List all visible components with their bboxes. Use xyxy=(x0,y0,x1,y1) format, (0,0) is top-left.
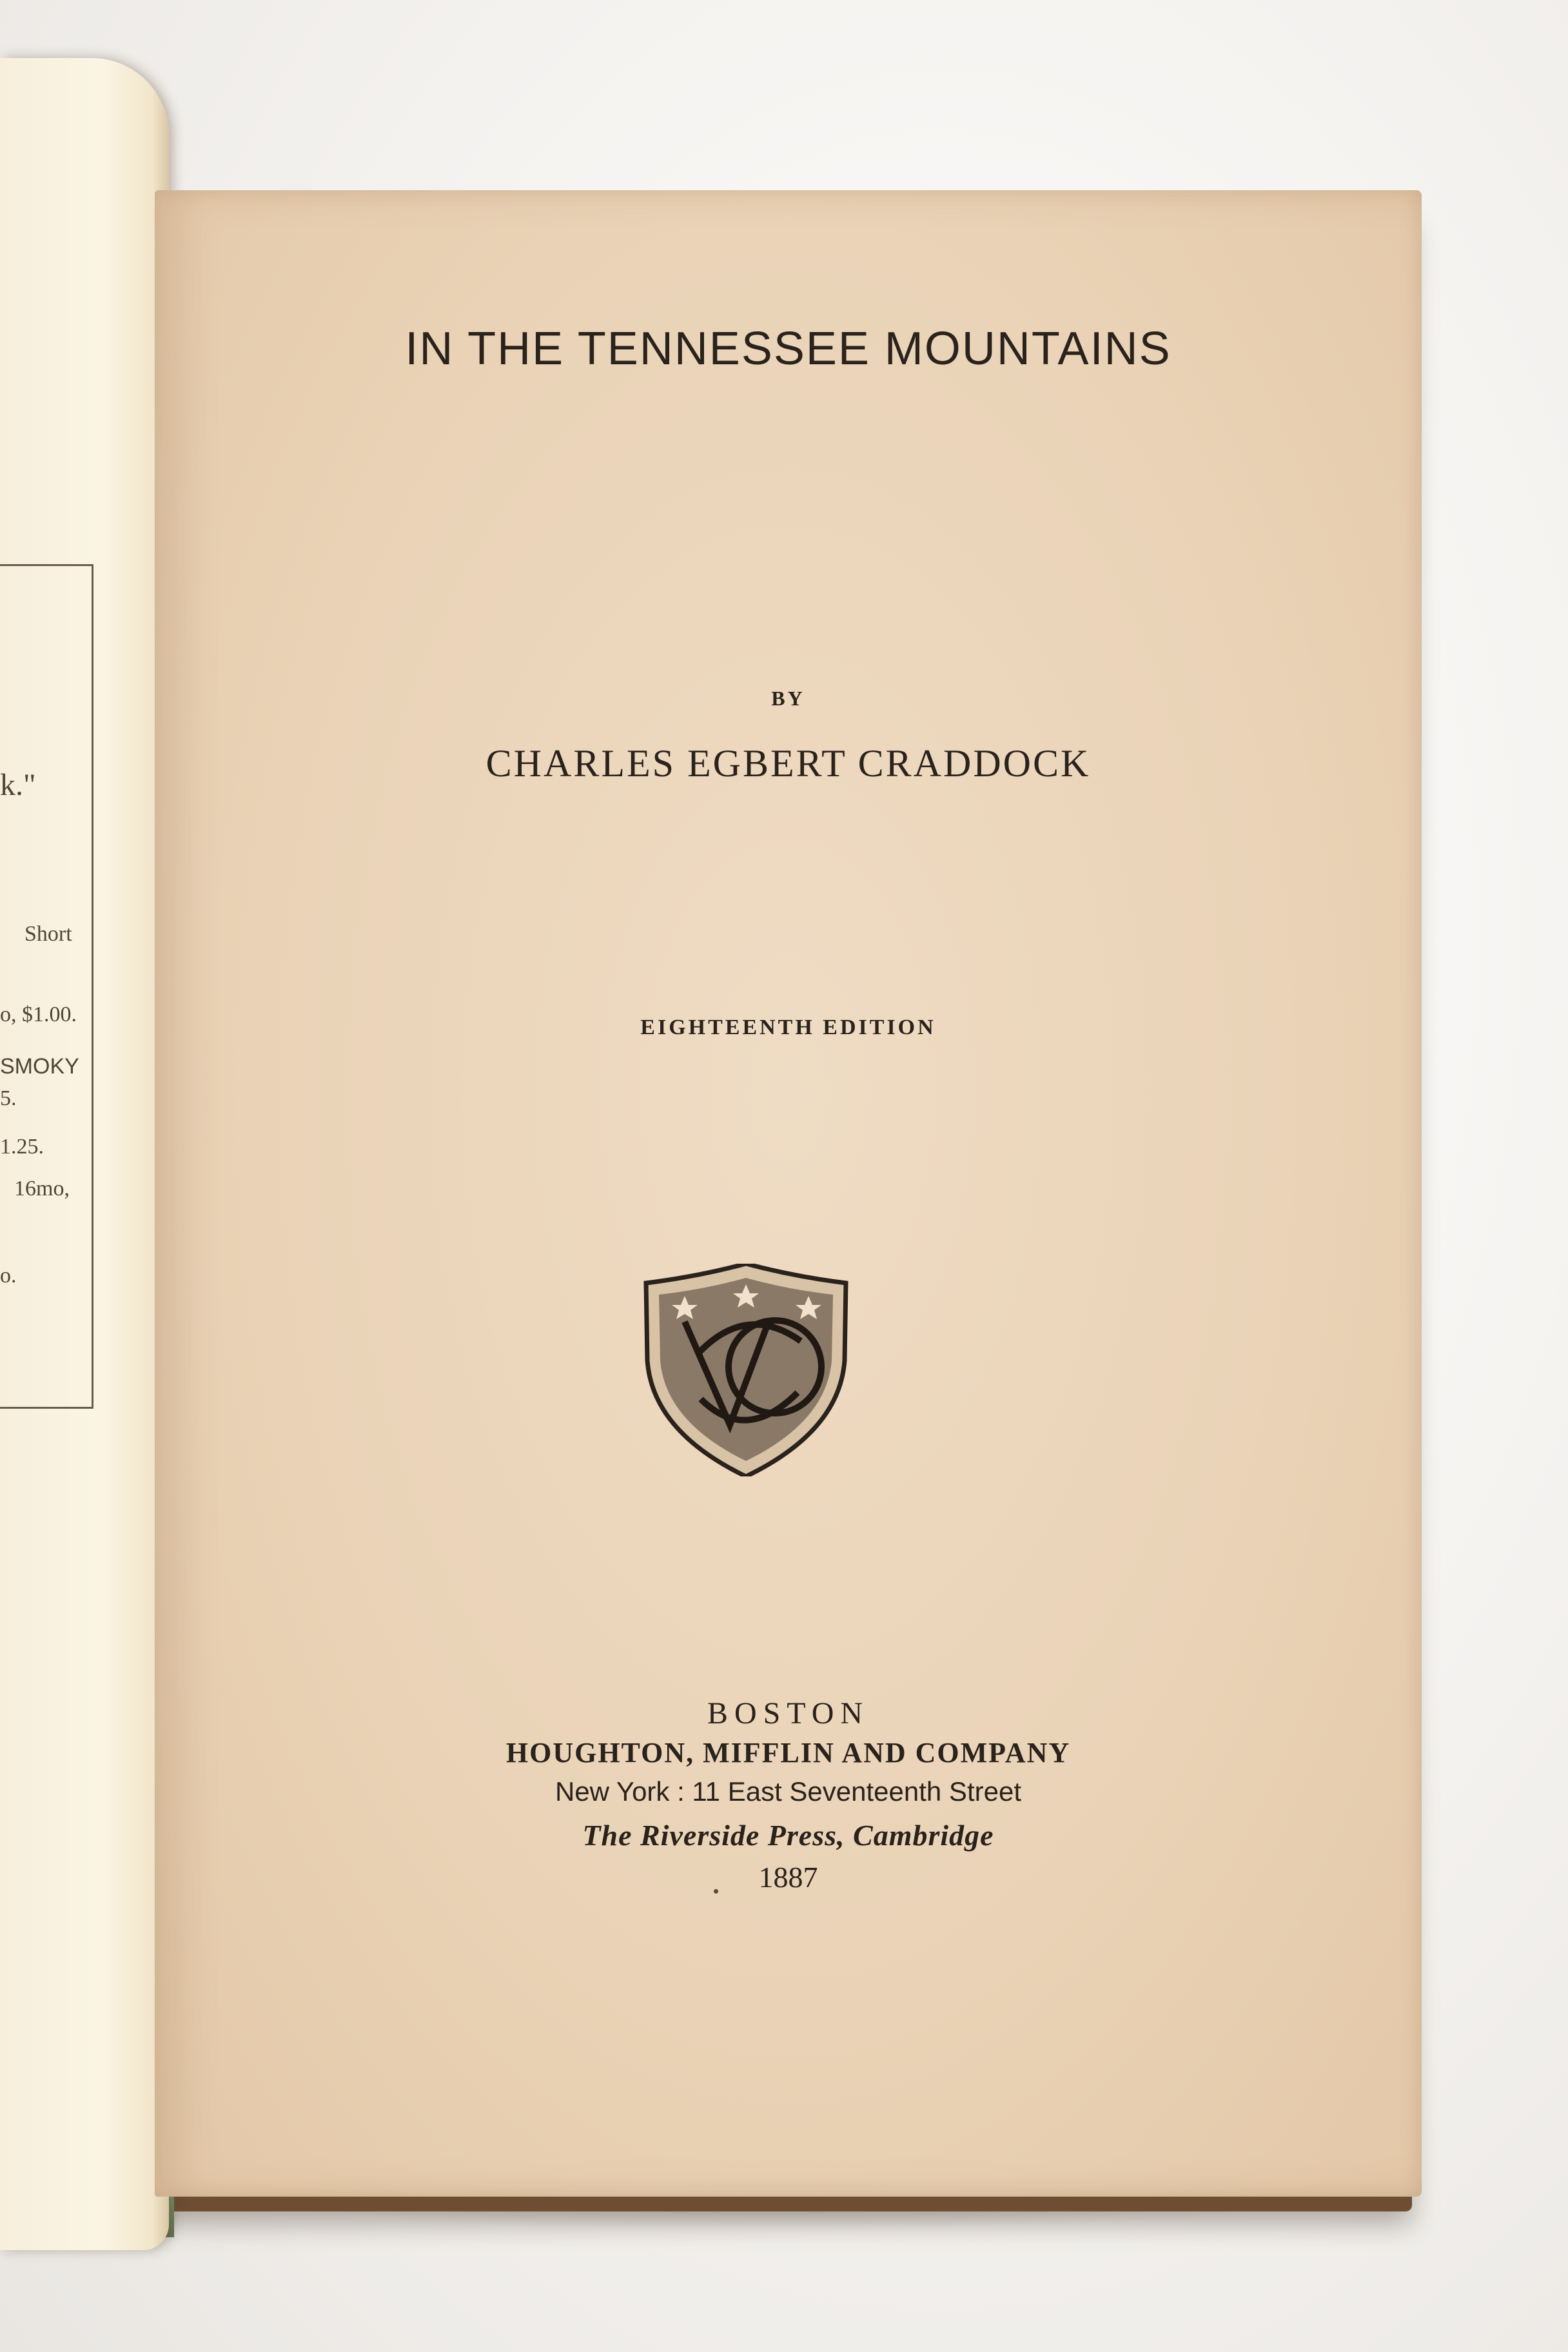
imprint-publisher: HOUGHTON, MIFFLIN AND COMPANY xyxy=(505,1737,1071,1769)
book-title: IN THE TENNESSEE MOUNTAINS xyxy=(405,323,1171,375)
left-page-fragment: k." xyxy=(0,768,36,802)
imprint-year: 1887 xyxy=(758,1861,818,1894)
imprint-city: BOSTON xyxy=(707,1696,870,1730)
paper-speck xyxy=(714,1889,718,1894)
left-page-fragment: 16mo, xyxy=(14,1177,70,1200)
left-page-fragment: 5. xyxy=(0,1086,17,1110)
imprint-press: The Riverside Press, Cambridge xyxy=(582,1819,994,1852)
left-page-fragment: 1.25. xyxy=(0,1135,44,1159)
title-page xyxy=(155,190,1422,2197)
left-page-fragment: o. xyxy=(0,1264,17,1288)
publisher-monogram-shield-icon xyxy=(640,1264,852,1476)
byline-label: BY xyxy=(771,687,805,710)
left-page xyxy=(0,58,169,2250)
left-page-fragment: SMOKY xyxy=(0,1054,79,1079)
edition-label: EIGHTEENTH EDITION xyxy=(640,1015,936,1039)
imprint-address: New York : 11 East Seventeenth Street xyxy=(554,1776,1021,1807)
left-page-fragment: Short xyxy=(24,922,72,946)
author-name: CHARLES EGBERT CRADDOCK xyxy=(485,742,1091,785)
left-page-fragment: o, $1.00. xyxy=(0,1003,77,1026)
